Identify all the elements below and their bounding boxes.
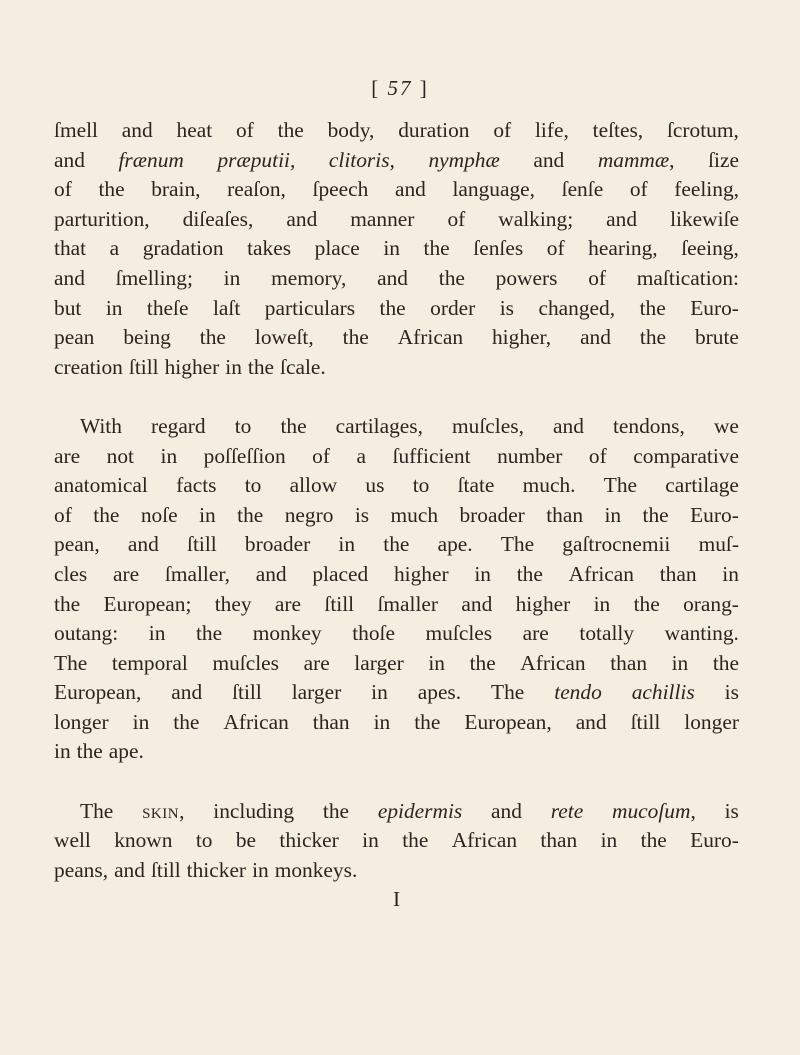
text-line [54,619,739,649]
paragraph-gap [54,767,739,797]
text-line [54,234,739,264]
word: feeling, [674,177,739,202]
word: is [354,502,370,527]
word: takes [247,236,292,261]
word: negro [284,502,334,527]
word: allow [289,473,338,498]
word: the [712,650,739,675]
text-line [54,737,739,767]
word: temporal [111,650,188,675]
word: the [322,798,350,823]
text-line [54,353,739,383]
word: number [497,443,563,468]
word: ſtill [128,354,159,379]
word: muſcles, [452,413,524,438]
word: and [54,147,85,172]
text-line [54,649,739,679]
word: and [394,177,426,202]
word: in [252,857,269,882]
text-line [54,323,739,353]
word: and [580,325,611,350]
text-line [54,264,739,294]
word: that [54,236,87,261]
word: ſtill [187,532,217,557]
word: and [533,147,565,172]
signature-mark: I [392,887,401,912]
word: and [127,532,159,557]
word: The [500,532,535,557]
word: in [223,265,241,290]
word: well [54,828,91,853]
word: are [113,561,140,586]
word: in [722,561,739,586]
word: us [365,473,385,498]
word: of [629,177,648,202]
word: in [199,502,216,527]
word: the [342,325,369,350]
word: orang- [683,591,739,616]
word: African [520,650,586,675]
word: in [600,828,618,853]
word: the [199,325,226,350]
word: wanting. [664,621,739,646]
word: European, [464,709,552,734]
word: the [237,502,264,527]
word: muſcles [212,650,279,675]
word: we [713,413,739,438]
word: mucoſum, [612,798,696,823]
word: memory, [271,265,347,290]
word: is [499,295,515,320]
word: Euro- [690,828,739,853]
word: of [312,443,330,468]
word: likewiſe [670,206,739,231]
word: in [371,680,388,705]
text-line [54,116,739,146]
word: in [474,561,491,586]
word: in [362,828,379,853]
word: African [397,325,464,350]
text-line [54,826,739,856]
word: pean [54,325,95,350]
word: the [438,265,465,290]
word: thicker [186,857,247,882]
word: and [286,206,318,231]
word: the [639,325,667,350]
word: the [195,621,223,646]
word: are [522,621,549,646]
word: ſenſes [473,236,524,261]
word: body, [327,118,375,142]
word: of [54,502,72,527]
word: manner [350,206,415,231]
word: cartilage [665,473,739,498]
word: cles [54,561,88,586]
word: European, [54,680,142,705]
word: order [430,295,476,320]
text-line [54,471,739,501]
word: African [451,828,518,853]
word: noſe [140,502,178,527]
word: tendons, [612,413,685,438]
word: gaſtrocnemii [562,532,671,557]
word: are [274,591,302,616]
text-line [54,175,739,205]
word: powers [495,265,558,290]
word: and [553,413,584,438]
word: much. [522,473,576,498]
word: in [593,591,611,616]
word: language, [452,177,536,202]
word: in [225,354,242,379]
word: ſufficient [392,443,471,468]
word: in [604,502,622,527]
word: the [640,828,667,853]
word: being [123,325,171,350]
word: ſenſe [561,177,604,202]
word: than [312,709,350,734]
word: comparative [633,443,739,468]
word: anatomical [54,473,148,498]
word: placed [312,561,369,586]
word: The [603,473,638,498]
word: of [493,118,512,142]
word: apes. [417,680,462,705]
word: higher [515,591,571,616]
word: creation [54,354,123,379]
word: ſcale. [280,354,326,379]
word: the [642,502,669,527]
word: they [214,591,252,616]
word: and [255,561,287,586]
word: ſeeing, [681,236,739,261]
word: than [659,561,697,586]
word: præputii, [217,147,296,172]
word: to [234,413,252,438]
word: the [54,591,81,616]
word: the [414,709,441,734]
word: not [106,443,134,468]
folio-bracket-right: ] [419,76,429,100]
text-line [54,412,739,442]
word: skin, [142,798,185,823]
text-line [54,560,739,590]
word: longer [684,709,739,734]
word: including [213,798,295,823]
word: in [428,650,445,675]
word: tendo [554,680,602,705]
word: known [114,828,173,853]
word: hearing, [588,236,658,261]
paragraph-gap [54,382,739,412]
word: facts [176,473,217,498]
word: totally [579,621,635,646]
word: walking; [498,206,574,231]
word: heat [176,118,213,142]
text-line [54,501,739,531]
word: brain, [151,177,201,202]
word: larger [354,650,404,675]
folio-bracket-left: [ [371,76,381,100]
word: loweſt, [254,325,314,350]
text-line [54,530,739,560]
word: much [390,502,439,527]
word: monkeys. [274,857,358,882]
word: The [80,798,114,823]
word: gradation [142,236,224,261]
word: rete [550,798,584,823]
word: African [568,561,634,586]
word: and [606,206,638,231]
word: The [54,650,88,675]
word: thoſe [352,621,395,646]
word: achillis [631,680,695,705]
word: ſmelling; [115,265,193,290]
word: muſcles [425,621,493,646]
text-line [54,678,739,708]
word: ſtate [457,473,495,498]
word: in [383,236,400,261]
word: nymphæ [428,147,500,172]
word: pean, [54,532,100,557]
word: ape. [108,739,144,764]
word: Euro- [690,295,739,320]
word: in [671,650,689,675]
word: frænum [118,147,184,172]
word: the [93,502,120,527]
word: are [54,443,81,468]
word: ſtill [630,709,661,734]
word: teſtes, [592,118,644,142]
word: longer [54,709,109,734]
word: of [588,265,607,290]
word: in [148,621,166,646]
word: With [80,413,122,438]
word: in [160,443,178,468]
paragraph [54,412,739,767]
word: epidermis [377,798,463,823]
word: muſ- [698,532,739,557]
word: thicker [279,828,339,853]
word: are [303,650,330,675]
word: than [610,650,648,675]
word: is [724,680,739,705]
word: higher, [491,325,552,350]
word: Euro- [690,502,739,527]
word: the [516,561,543,586]
word: the [280,413,307,438]
word: and [171,680,203,705]
word: reaſon, [227,177,286,202]
word: larger [291,680,342,705]
word: than [540,828,578,853]
word: ſmaller [377,591,439,616]
page-number: 57 [387,76,413,100]
word: the [383,532,410,557]
word: and [461,591,493,616]
text-line [54,442,739,472]
word: duration [398,118,470,142]
word: mammæ, [597,147,675,172]
word: be [235,828,257,853]
word: ſmell [54,118,98,142]
word: the [639,295,666,320]
word: diſeaſes, [182,206,254,231]
word: the [173,709,200,734]
text-line [54,146,739,176]
word: but [54,295,82,320]
word: of [447,206,466,231]
word: to [412,473,430,498]
word: life, [534,118,569,142]
word: broader [459,502,525,527]
word: ſtill [324,591,355,616]
word: parturition, [54,206,150,231]
word: ſmaller, [164,561,230,586]
word: of [54,177,72,202]
word: ſize [708,147,739,172]
word: clitoris, [328,147,395,172]
word: and [121,118,153,142]
word: in [54,739,71,764]
body-text [54,116,739,915]
word: a [356,443,367,468]
text-line [54,708,739,738]
word: higher [393,561,449,586]
word: is [724,798,739,823]
paragraph [54,116,739,382]
text-line [54,205,739,235]
page-number-header [0,76,800,101]
word: of [235,118,254,142]
word: regard [151,413,206,438]
word: the [633,591,660,616]
text-line [54,797,739,827]
paragraph [54,797,739,886]
word: the [247,354,275,379]
word: The [491,680,525,705]
word: the [277,118,304,142]
word: particulars [264,295,356,320]
word: ape. [437,532,473,557]
word: the [402,828,429,853]
word: the [76,739,103,764]
word: and [54,265,85,290]
word: in [338,532,356,557]
word: ſcrotum, [666,118,739,142]
word: European; [103,591,192,616]
word: the [379,295,406,320]
word: of [546,236,565,261]
text-line [54,590,739,620]
word: cartilages, [335,413,423,438]
word: to [195,828,213,853]
word: peans, [54,857,109,882]
word: and [377,265,408,290]
word: the [469,650,496,675]
text-line [54,294,739,324]
word: brute [694,325,739,350]
word: theſe [146,295,189,320]
word: laſt [212,295,241,320]
word: to [244,473,262,498]
word: the [98,177,125,202]
word: of [588,443,607,468]
word: changed, [538,295,616,320]
word: maſtication: [636,265,739,290]
word: ſtill [232,680,262,705]
word: in [132,709,150,734]
word: African [223,709,289,734]
text-line [54,856,739,886]
word: monkey [252,621,322,646]
word: and [114,857,145,882]
word: broader [244,532,311,557]
word: ſpeech [312,177,369,202]
word: place [314,236,360,261]
word: higher [164,354,220,379]
word: a [109,236,120,261]
word: in [105,295,123,320]
word: poſſeſſion [203,443,286,468]
word: outang: [54,621,119,646]
word: in [373,709,391,734]
word: and [491,798,522,823]
word: and [575,709,607,734]
word: the [423,236,450,261]
word: ſtill [150,857,181,882]
word: than [546,502,584,527]
